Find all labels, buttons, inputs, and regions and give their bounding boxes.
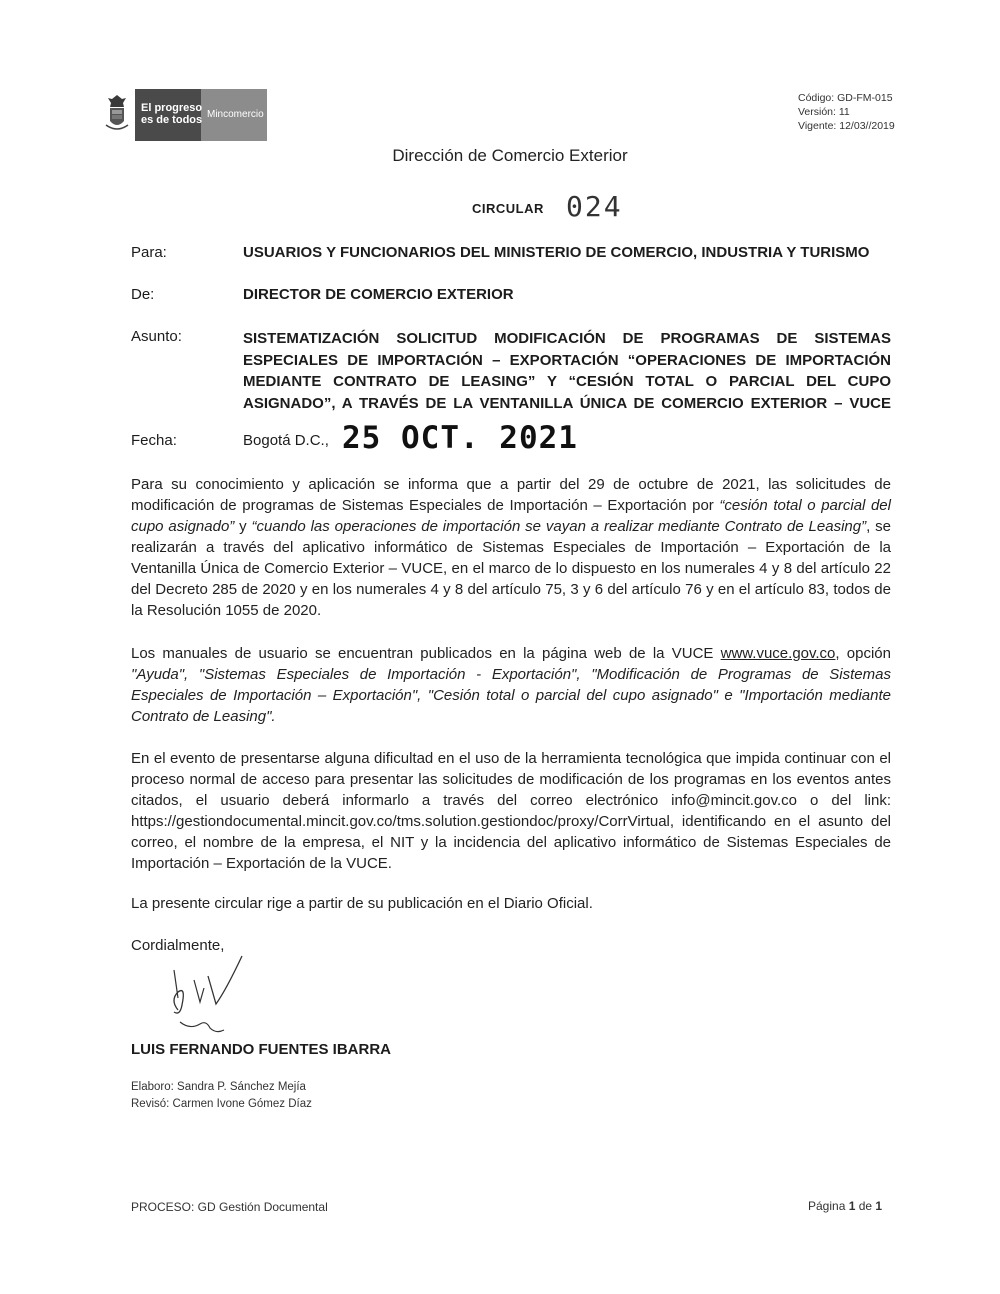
colombia-crest-icon	[104, 93, 130, 133]
asunto-line: MEDIANTE CONTRATO DE LEASING” Y “CESIÓN TOTAL O PARCIAL DEL CUPO	[243, 373, 891, 390]
doc-valid-date: Vigente: 12/03//2019	[798, 120, 895, 132]
de-label: De:	[131, 286, 155, 303]
logo-slogan: El progreso es de todos	[141, 102, 203, 126]
circular-label: CIRCULAR	[472, 201, 544, 216]
de-value: DIRECTOR DE COMERCIO EXTERIOR	[243, 286, 514, 303]
page-total: 1	[875, 1199, 883, 1213]
asunto-line: ASIGNADO”, A TRAVÉS DE LA VENTANILLA ÚNICA DE COMERCIO EXTERIOR – VUCE	[243, 394, 891, 412]
paragraph-3: En el evento de presentarse alguna dificultad en el uso de la herramienta tecnológica que impida continuar con el proceso normal de acceso para presentar las solicitudes de modificación de los programas en los eventos antes citados, el usuario deberá informarlo a través del correo electrónico info@mincit.gov.co o del link: https://gestiondocumental.mincit.gov.co/tms.solution.gestiondoc/proxy/CorrVirtual, identificando en el asunto del correo, el nombre de la empresa, el NIT y la incidencia del aplicativo informático de Sistemas Especiales de Importación – Exportación de la VUCE.	[131, 750, 891, 872]
department-title: Dirección de Comercio Exterior	[392, 146, 628, 165]
asunto-value	[243, 328, 891, 414]
fecha-place: Bogotá D.C.,	[243, 432, 329, 449]
p2-italic: "Ayuda", "Sistemas Especiales de Importación - Exportación", "Modificación de Programas de Sistemas Especiales de Importación – Exportación", "Cesión total o parcial del cupo asignado" e "Importación mediante Contrato de Leasing".	[131, 666, 891, 725]
p1-text-2: y	[234, 518, 252, 535]
p1-italic-1: “cesión total o parcial del cupo asignado”	[131, 497, 891, 535]
vuce-link[interactable]: www.vuce.gov.co	[720, 645, 836, 662]
para-label: Para:	[131, 244, 167, 261]
doc-code: Código: GD-FM-015	[798, 92, 893, 104]
circular-number-stamp: 024	[566, 190, 623, 223]
elaborated-by: Elaboro: Sandra P. Sánchez Mejía	[131, 1081, 306, 1093]
signer-name: LUIS FERNANDO FUENTES IBARRA	[131, 1041, 392, 1058]
paragraph-4: La presente circular rige a partir de su publicación en el Diario Oficial.	[131, 895, 593, 912]
paragraph-2	[131, 643, 891, 727]
document-control-block	[798, 91, 895, 133]
page-number	[808, 1199, 882, 1213]
asunto-line: ESPECIALES DE IMPORTACIÓN – EXPORTACIÓN “OPERACIONES DE IMPORTACIÓN	[243, 351, 891, 369]
logo-brand: Mincomercio	[207, 109, 264, 120]
para-value: USUARIOS Y FUNCIONARIOS DEL MINISTERIO DE COMERCIO, INDUSTRIA Y TURISMO	[243, 244, 870, 261]
doc-version: Versión: 11	[798, 106, 850, 118]
reviewed-by: Revisó: Carmen Ivone Gómez Díaz	[131, 1098, 312, 1110]
mincomercio-logo	[135, 89, 267, 141]
fecha-label: Fecha:	[131, 432, 177, 449]
p1-text-3: , se realizarán a través del aplicativo informático de Sistemas Especiales de Importación – Exportación de la Ventanilla Única de Comercio Exterior – VUCE, en el marco de lo dispuesto en los numerales 4 y 8 del artículo 22 del Decreto 285 de 2020 y en los numerales 4 y 8 del artículo 75, 3 y 6 del artículo 76 y en el artículo 83, todos de la Resolución 1055 de 2020.	[131, 518, 891, 619]
page-prefix: Página	[808, 1199, 849, 1213]
p2-text-2: , opción	[835, 645, 891, 662]
closing: Cordialmente,	[131, 937, 225, 954]
page-mid: de	[855, 1199, 876, 1213]
asunto-line: SISTEMATIZACIÓN SOLICITUD MODIFICACIÓN DE PROGRAMAS DE SISTEMAS	[243, 330, 891, 347]
asunto-label: Asunto:	[131, 328, 182, 345]
paragraph-1	[131, 474, 891, 621]
date-stamp: 25 OCT. 2021	[342, 420, 578, 456]
p1-italic-2: “cuando las operaciones de importación se vayan a realizar mediante Contrato de Leasing”	[251, 518, 867, 535]
page-current: 1	[848, 1199, 856, 1213]
p2-text: Los manuales de usuario se encuentran publicados en la página web de la VUCE	[131, 645, 721, 662]
footer-process: PROCESO: GD Gestión Documental	[131, 1200, 328, 1214]
p1-text: Para su conocimiento y aplicación se informa que a partir del 29 de octubre de 2021, las solicitudes de modificación de programas de Sistemas Especiales de Importación – Exportación por	[131, 476, 891, 514]
handwritten-signature	[160, 950, 270, 1040]
